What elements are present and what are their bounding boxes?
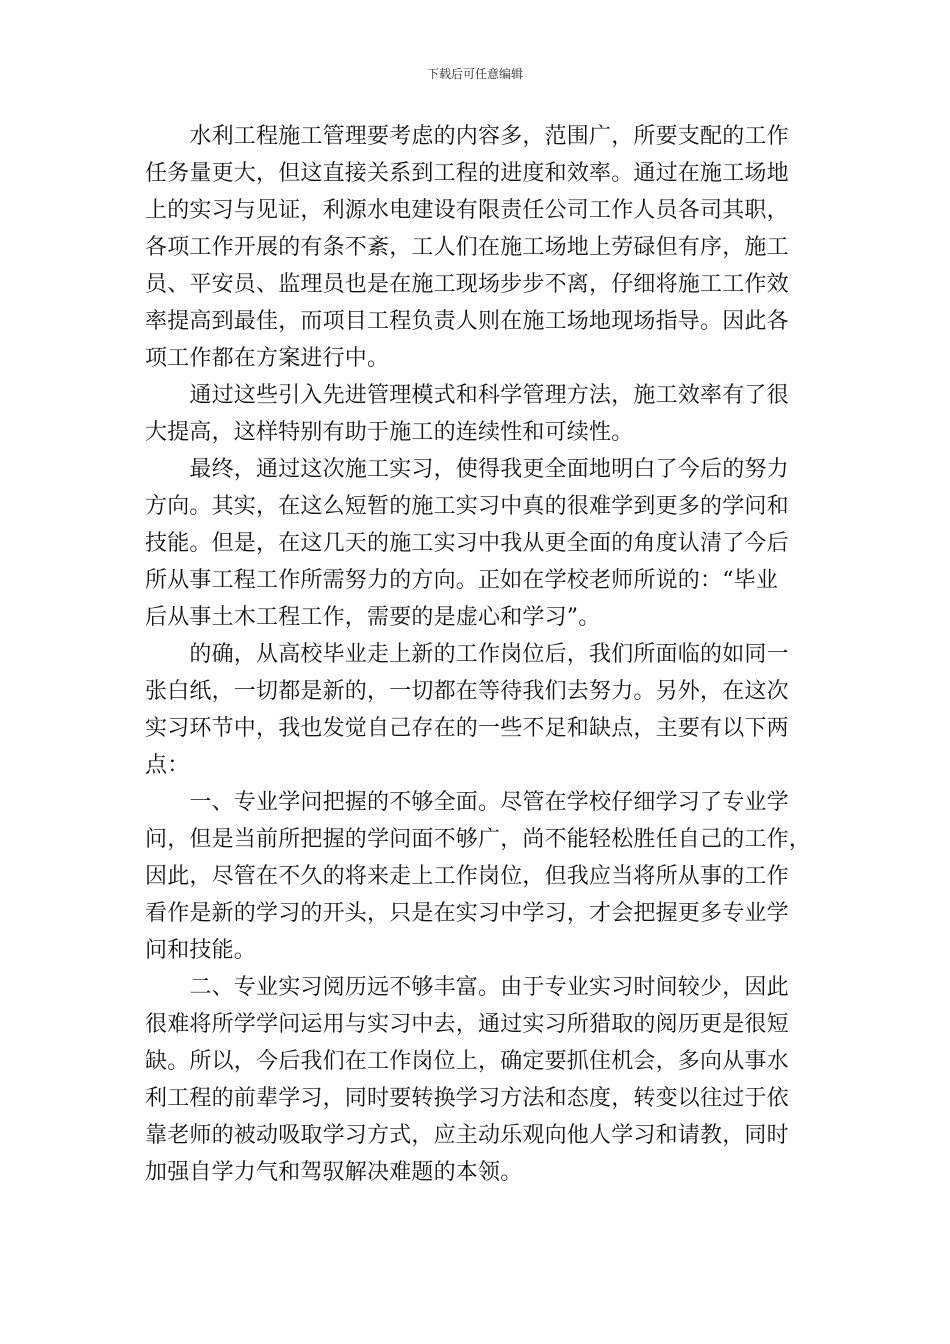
text-line: 点： bbox=[145, 753, 190, 778]
text-line: 最终，通过这次施工实习，使得我更全面地明白了今后的努力 bbox=[145, 457, 789, 482]
text-line: 项工作都在方案进行中。 bbox=[145, 346, 390, 371]
text-line: 问和技能。 bbox=[145, 938, 257, 963]
text-line: 看作是新的学习的开头，只是在实习中学习，才会把握更多专业学 bbox=[145, 901, 789, 926]
text-line: 各项工作开展的有条不紊，工人们在施工场地上劳碌但有序，施工 bbox=[145, 235, 789, 260]
text-line: 任务量更大，但这直接关系到工程的进度和效率。通过在施工场地 bbox=[145, 161, 789, 186]
text-line: 靠老师的被动吸取学习方式，应主动乐观向他人学习和请教，同时 bbox=[145, 1123, 789, 1148]
text-line: 上的实习与见证，利源水电建设有限责任公司工作人员各司其职， bbox=[145, 198, 789, 223]
text-line: 因此，尽管在不久的将来走上工作岗位，但我应当将所从事的工作 bbox=[145, 864, 789, 889]
text-line: 一、专业学问把握的不够全面。尽管在学校仔细学习了专业学 bbox=[145, 790, 789, 815]
text-line: 率提高到最佳，而项目工程负责人则在施工场地现场指导。因此各 bbox=[145, 309, 789, 334]
text-line: 通过这些引入先进管理模式和科学管理方法，施工效率有了很 bbox=[145, 383, 789, 408]
text-line: 所从事工程工作所需努力的方向。正如在学校老师所说的：“毕业 bbox=[145, 568, 779, 593]
text-line: 实习环节中，我也发觉自己存在的一些不足和缺点，主要有以下两 bbox=[145, 716, 789, 741]
text-line: 利工程的前辈学习，同时要转换学习方法和态度，转变以往过于依 bbox=[145, 1086, 789, 1111]
text-line: 技能。但是，在这几天的施工实习中我从更全面的角度认清了今后 bbox=[145, 531, 789, 556]
text-line: 大提高，这样特别有助于施工的连续性和可续性。 bbox=[145, 420, 634, 445]
text-line: 加强自学力气和驾驭解决难题的本领。 bbox=[145, 1160, 523, 1185]
text-line: 缺。所以，今后我们在工作岗位上，确定要抓住机会，多向从事水 bbox=[145, 1049, 789, 1074]
text-line: 问，但是当前所把握的学问面不够广，尚不能轻松胜任自己的工作， bbox=[145, 827, 812, 852]
text-line: 员、平安员、监理员也是在施工现场步步不离，仔细将施工工作效 bbox=[145, 272, 789, 297]
text-line: 的确，从高校毕业走上新的工作岗位后，我们所面临的如同一 bbox=[145, 642, 789, 667]
page-header: 下载后可任意编辑 bbox=[426, 67, 523, 81]
body-text bbox=[145, 118, 835, 1191]
text-line: 水利工程施工管理要考虑的内容多，范围广，所要支配的工作 bbox=[145, 124, 789, 149]
text-line: 张白纸，一切都是新的，一切都在等待我们去努力。另外，在这次 bbox=[145, 679, 789, 704]
text-line: 很难将所学学问运用与实习中去，通过实习所猎取的阅历更是很短 bbox=[145, 1012, 789, 1037]
text-line: 后从事土木工程工作，需要的是虚心和学习”。 bbox=[145, 605, 601, 630]
text-line: 二、专业实习阅历远不够丰富。由于专业实习时间较少，因此 bbox=[145, 975, 789, 1000]
text-line: 方向。其实，在这么短暂的施工实习中真的很难学到更多的学问和 bbox=[145, 494, 789, 519]
